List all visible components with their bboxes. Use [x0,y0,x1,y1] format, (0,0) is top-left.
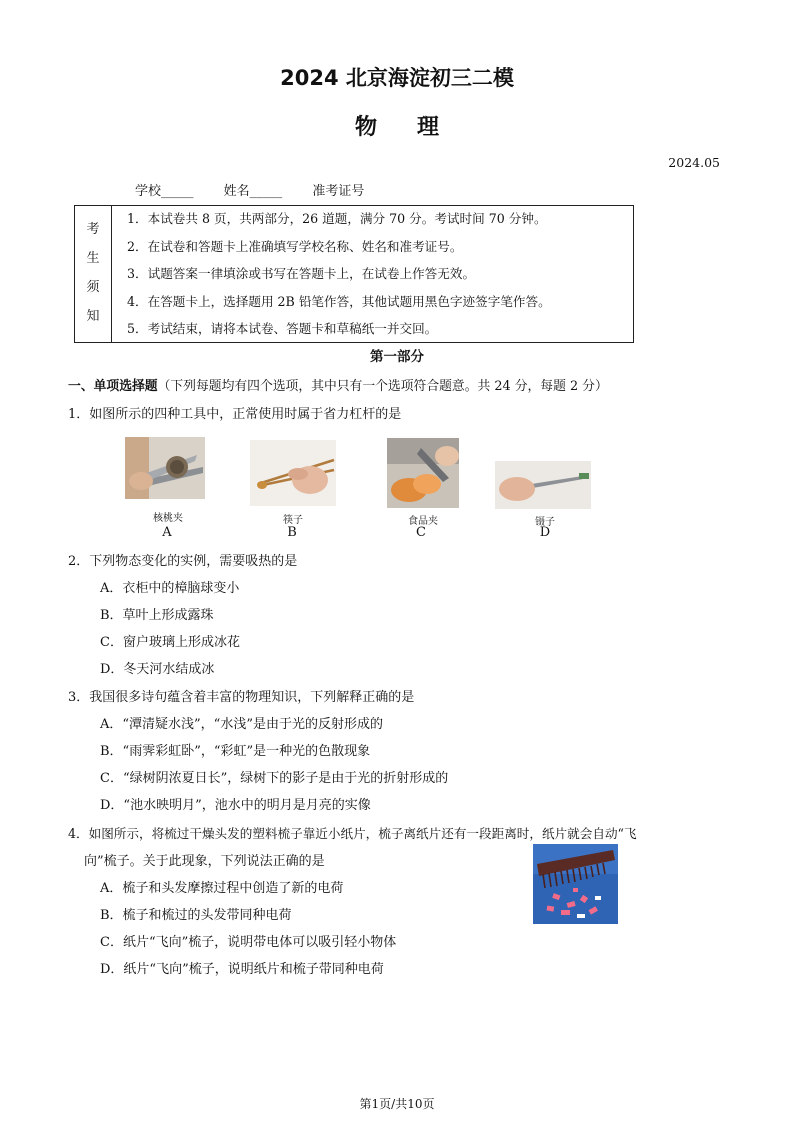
question-4-stem-line2: 向”梳子。关于此现象，下列说法正确的是 [84,854,325,869]
notice-rules [127,209,551,347]
walnut-cracker-image [125,437,205,499]
notice-rule: 4．在答题卡上，选择题用 2B 铅笔作答，其他试题用黑色字迹签字笔作答。 [127,293,551,309]
question-3-option: C．“绿树阴浓夏日长”，绿树下的影子是由于光的折射形成的 [100,771,449,786]
chopsticks-image [250,440,336,506]
question-2-stem: 2．下列物态变化的实例，需要吸热的是 [68,554,298,569]
option-b-label: B [287,525,297,540]
question-4-option: C．纸片“飞向”梳子，说明带电体可以吸引轻小物体 [100,935,397,950]
question-3-option: B．“雨霁彩虹卧”，“彩虹”是一种光的色散现象 [100,744,371,759]
notice-rule: 5．考试结束，请将本试卷、答题卡和草稿纸一并交回。 [127,321,438,336]
section-heading [68,375,608,394]
ticket-field: 准考证号 [312,184,365,199]
question-3-option: A．“潭清疑水浅”，“水浅”是由于光的反射形成的 [100,717,383,732]
question-4-stem-line1: 4．如图所示，将梳过干燥头发的塑料梳子靠近小纸片，梳子离纸片还有一段距离时，纸片就会自动“飞 [68,826,637,841]
tweezers-image [495,461,591,509]
notice-side-label [75,206,112,342]
page-footer: 第1页/共10页 [359,1097,435,1111]
exam-date: 2024.05 [668,155,720,170]
food-tongs-image [387,438,459,508]
option-c-label: C [416,525,426,540]
question-2-option: B．草叶上形成露珠 [100,608,214,623]
notice-rule: 2．在试卷和答题卡上准确填写学校名称、姓名和准考证号。 [127,238,463,254]
notice-rule: 1．本试卷共 8 页，共两部分，26 道题，满分 70 分。考试时间 70 分钟。 [127,211,547,226]
section-note: （下列每题均有四个选项，其中只有一个选项符合题意。共 24 分，每题 2 分） [157,379,608,394]
exam-title: 2024 北京海淀初三二模 [280,66,514,90]
option-a-label: A [162,525,172,540]
question-2-option: D．冬天河水结成冰 [100,662,215,677]
notice-rule: 3．试题答案一律填涂或书写在答题卡上，在试卷上作答无效。 [127,266,476,281]
notice-side-char: 须 [86,280,100,295]
tool-c-caption: 食品夹 [408,516,438,527]
exam-notice-box [74,205,634,343]
name-field: 姓名_____ [223,184,283,199]
notice-side-char: 考 [86,222,100,237]
comb-paper-image [533,844,618,924]
question-2-option: A．衣柜中的樟脑球变小 [100,581,240,596]
notice-side-char: 生 [86,251,100,266]
tool-b-caption: 筷子 [283,515,303,526]
notice-side-char: 知 [86,309,100,324]
question-4-option: A．梳子和头发摩擦过程中创造了新的电荷 [100,881,344,896]
tool-a-caption: 核桃夹 [153,513,183,524]
question-3-stem: 3．我国很多诗句蕴含着丰富的物理知识，下列解释正确的是 [68,690,415,705]
question-4-option: B．梳子和梳过的头发带同种电荷 [100,908,292,923]
student-info-fields [135,180,390,199]
question-4-option: D．纸片“飞向”梳子，说明纸片和梳子带同种电荷 [100,962,384,977]
question-1-stem: 1．如图所示的四种工具中，正常使用时属于省力杠杆的是 [68,407,402,422]
option-d-label: D [539,525,551,540]
subject-title: 物理 [354,115,479,140]
question-3-option: D．“池水映明月”，池水中的明月是月亮的实像 [100,798,371,813]
tool-d-caption: 镊子 [535,517,555,528]
part-title: 第一部分 [370,349,424,365]
school-field: 学校_____ [135,184,194,199]
question-2-option: C．窗户玻璃上形成冰花 [100,635,240,650]
section-title: 一、单项选择题 [68,379,158,394]
